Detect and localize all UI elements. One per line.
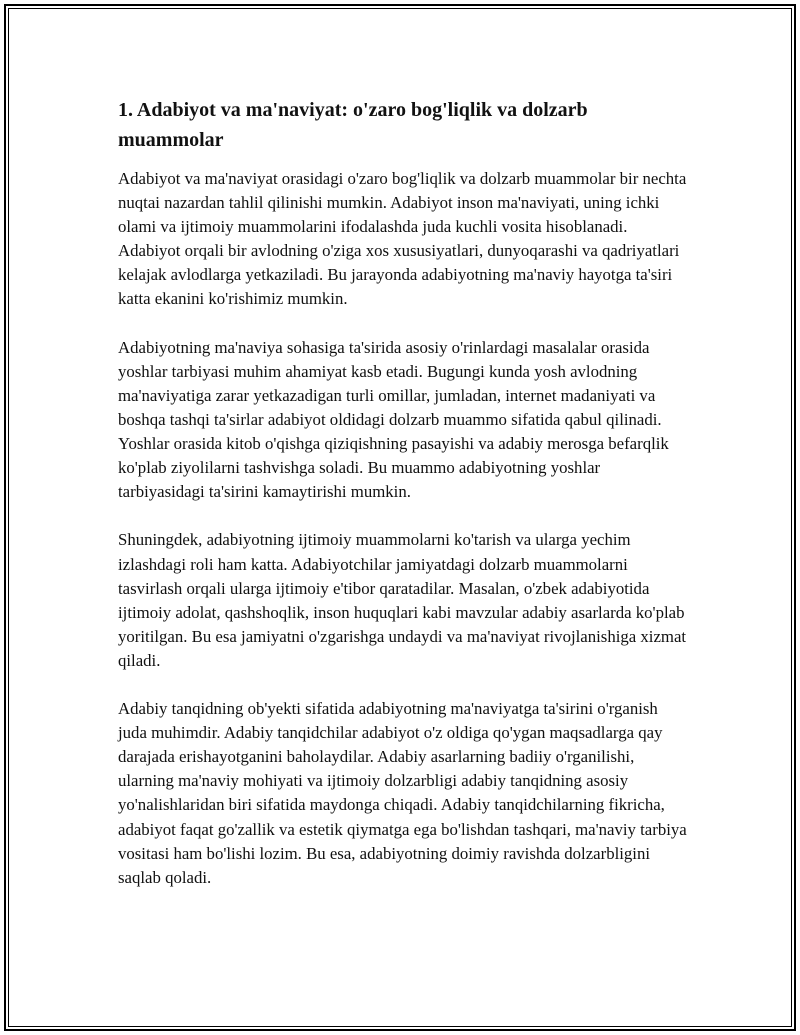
paragraph-4: Adabiy tanqidning ob'yekti sifatida adabiyotning ma'naviyatga ta'sirini o'rganish juda muhimdir. Adabiy tanqidchilar adabiyot o'z oldiga qo'ygan maqsadlarga qay darajada erishayotganini baholaydilar. Adabiy asarlarning badiiy o'rganilishi, ularning ma'naviy mohiyati va ijtimoiy dolzarbligi adabiy tanqidning asosiy yo'nalishlaridan biri sifatida maydonga chiqadi. Adabiy tanqidchilarning fikricha, adabiyot faqat go'zallik va estetik qiymatga ega bo'lishdan tashqari, ma'naviy tarbiya vositasi ham bo'lishi lozim. Bu esa, adabiyotning doimiy ravishda dolzarbligini saqlab qoladi.: [118, 699, 687, 887]
paragraph-2: Adabiyotning ma'naviya sohasiga ta'sirida asosiy o'rinlardagi masalalar orasida yoshlar tarbiyasi muhim ahamiyat kasb etadi. Bugungi kunda yosh avlodning ma'naviyatiga zarar yetkazadigan turli omillar, jumladan, internet madaniyati va boshqa tashqi ta'sirlar adabiyot oldidagi dolzarb muammo sifatida qabul qilinadi. Yoshlar orasida kitob o'qishga qiziqishning pasayishi va adabiy merosga befarqlik ko'plab ziyolilarni tashvishga soladi. Bu muammo adabiyotning yoshlar tarbiyasidagi ta'sirini kamaytirishi mumkin.: [118, 337, 669, 502]
paragraph-3: Shuningdek, adabiyotning ijtimoiy muammolarni ko'tarish va ularga yechim izlashdagi roli ham katta. Adabiyotchilar jamiyatdagi dolzarb muammolarni tasvirlash orqali ularga ijtimoiy e'tibor qaratadilar. Masalan, o'zbek adabiyotida ijtimoiy adolat, qashshoqlik, inson huquqlari kabi mavzular adabiy asarlarda ko'plab yoritilgan. Bu esa jamiyatni o'zgarishga undaydi va ma'naviyat rivojlanishiga xizmat qiladi.: [118, 530, 687, 670]
document-body: [118, 95, 688, 914]
paragraph-1: Adabiyot va ma'naviyat orasidagi o'zaro bog'liqlik va dolzarb muammolar bir nechta nuqtai nazardan tahlil qilinishi mumkin. Adabiyot inson ma'naviyati, uning ichki olami va ijtimoiy muammolarini ifodalashda juda kuchli vosita hisoblanadi. Adabiyot orqali bir avlodning o'ziga xos xususiyatlari, dunyoqarashi va qadriyatlari kelajak avlodlarga yetkaziladi. Bu jarayonda adabiyotning ma'naviy hayotga ta'siri katta ekanini ko'rishimiz mumkin.: [118, 169, 687, 309]
section-heading: 1. Adabiyot va ma'naviyat: o'zaro bog'liqlik va dolzarb muammolar: [118, 99, 588, 151]
